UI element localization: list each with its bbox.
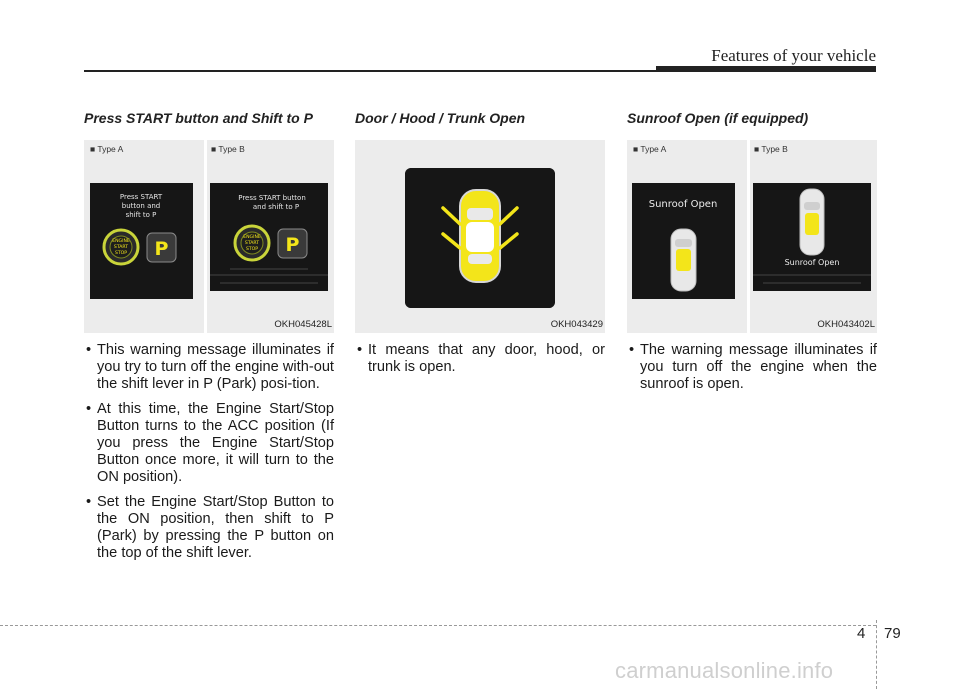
bullet-item: • It means that any door, hood, or trunk is open. xyxy=(355,342,605,376)
svg-text:START: START xyxy=(244,241,260,246)
svg-text:ENGINE: ENGINE xyxy=(112,239,130,244)
type-b-label: ■ Type B xyxy=(754,144,788,154)
footer-rule xyxy=(0,625,876,626)
svg-text:STOP: STOP xyxy=(114,251,128,256)
section-heading: Sunroof Open (if equipped) xyxy=(627,110,809,126)
screen-text: Sunroof Open xyxy=(648,199,718,210)
svg-text:STOP: STOP xyxy=(245,247,259,252)
warning-screen-type-b xyxy=(210,183,328,291)
figure-divider xyxy=(747,140,750,333)
car-sunroof-icon xyxy=(800,189,824,255)
type-b-label: ■ Type B xyxy=(211,144,245,154)
warning-screen-door-open xyxy=(405,168,555,308)
section-number: 4 xyxy=(857,625,866,642)
section-heading: Press START button and Shift to P xyxy=(84,110,313,126)
watermark: carmanualsonline.info xyxy=(615,658,834,683)
header-rule xyxy=(84,70,656,72)
type-a-label: ■ Type A xyxy=(633,144,667,154)
page-number: 79 xyxy=(884,625,901,642)
svg-text:P: P xyxy=(285,234,300,256)
figure-code: OKH043402L xyxy=(817,319,875,330)
car-sunroof-icon xyxy=(671,229,696,291)
figure-press-start xyxy=(84,140,334,333)
section-heading: Door / Hood / Trunk Open xyxy=(355,110,526,126)
bullet-list xyxy=(355,342,605,383)
bullet-list xyxy=(627,342,877,401)
svg-text:START: START xyxy=(113,245,129,250)
bullet-item: • This warning message illuminates if you try to turn off the engine with-out the shift lever in P (Park) posi-tion. xyxy=(84,342,334,394)
warning-screen-type-b xyxy=(753,183,871,291)
footer-divider xyxy=(876,620,877,689)
figure-divider xyxy=(204,140,207,333)
svg-text:ENGINE: ENGINE xyxy=(243,235,261,240)
type-a-label: ■ Type A xyxy=(90,144,124,154)
bullet-item: • The warning message illuminates if you turn off the engine when the sunroof is open. xyxy=(627,342,877,394)
screen-text: and shift to P xyxy=(252,203,300,211)
section-door-open xyxy=(355,110,605,376)
bullet-list xyxy=(84,342,334,569)
figure-code: OKH045428L xyxy=(274,319,332,330)
figure-sunroof-open xyxy=(627,140,877,333)
section-press-start xyxy=(84,110,334,562)
page-header-title: Features of your vehicle xyxy=(711,46,876,65)
park-gear-icon xyxy=(147,233,176,262)
section-sunroof-open xyxy=(627,110,877,393)
screen-text: Press START button xyxy=(238,194,306,202)
warning-screen-type-a xyxy=(632,183,735,299)
engine-start-stop-icon xyxy=(104,230,138,264)
screen-text: shift to P xyxy=(125,211,157,219)
engine-start-stop-icon xyxy=(235,226,269,260)
screen-text: Press START xyxy=(119,193,163,201)
warning-screen-type-a xyxy=(90,183,193,299)
bullet-item: • At this time, the Engine Start/Stop Button turns to the ACC position (If you press the Engine Start/Stop Button once more, it will turn to the ON position). xyxy=(84,401,334,487)
header-bar xyxy=(656,66,876,72)
bullet-item: • Set the Engine Start/Stop Button to the ON position, then shift to P (Park) by pressing the P button on the top of the shift lever. xyxy=(84,494,334,563)
figure-door-open xyxy=(355,140,605,333)
screen-text: button and xyxy=(121,202,161,210)
screen-text: Sunroof Open xyxy=(784,258,840,267)
figure-code: OKH043429 xyxy=(550,319,603,330)
park-gear-icon xyxy=(278,229,307,258)
svg-text:P: P xyxy=(154,238,169,260)
